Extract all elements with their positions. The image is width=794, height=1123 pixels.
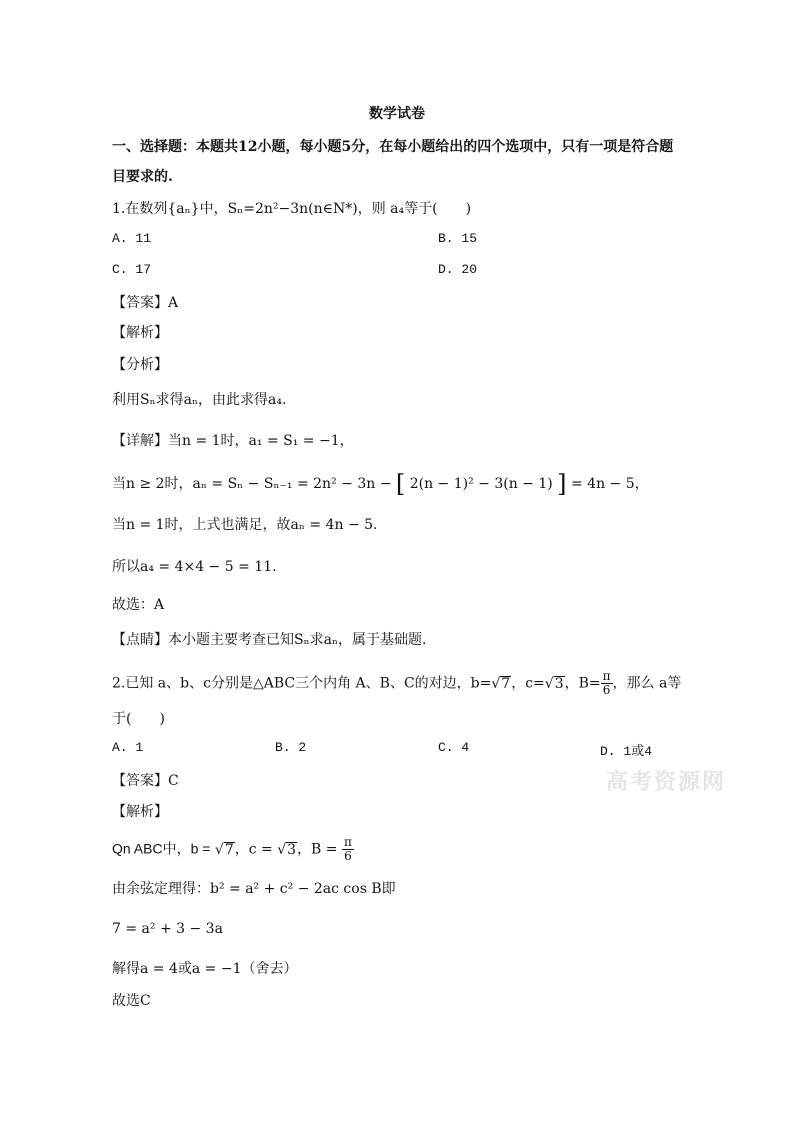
q2-answer: 【答案】C (112, 773, 179, 789)
q2-solution-line3: 7 = a² + 3 − 3a (112, 921, 223, 937)
right-bracket: ] (557, 470, 567, 498)
q1-choice: 故选：A (112, 597, 165, 613)
fraction-denominator: 6 (602, 683, 611, 697)
q2-sol1-part1: Qn ABC中，b = (112, 840, 211, 857)
sqrt-7-radicand: 7 (501, 675, 511, 692)
sol-sqrt-3-radicand: 3 (287, 841, 297, 858)
page-title: 数学试卷 (369, 106, 425, 122)
q2-solution-line2: 由余弦定理得：b² = a² + c² − 2ac cos B即 (112, 881, 396, 897)
q1-detail-line4: 所以a₄ = 4×4 − 5 = 11. (112, 559, 277, 575)
q2-analysis-heading: 【解析】 (112, 804, 168, 820)
q1-option-d: D. 20 (438, 262, 478, 277)
q2-solution-line5: 故选C (112, 993, 151, 1009)
q1-option-a: A. 11 (112, 231, 152, 246)
sqrt-7: √7 (491, 675, 511, 692)
q2-solution-line1 (112, 836, 354, 863)
q2-option-c: C. 4 (438, 740, 470, 755)
fraction-pi-over-6 (601, 670, 613, 697)
q2-option-a: A. 1 (112, 740, 144, 755)
sqrt-3: √3 (544, 675, 564, 692)
question-2-stem (112, 670, 681, 697)
section-heading-line2: 目要求的. (112, 169, 173, 185)
q1-option-c: C. 17 (112, 262, 152, 277)
q2-sol1-part2: ，c = (234, 841, 273, 858)
section-heading-line1: 一、选择题：本题共12小题，每小题5分，在每小题给出的四个选项中，只有一项是符合题 (112, 139, 674, 155)
fraction-numerator: π (602, 669, 611, 683)
sol-sqrt-7-radicand: 7 (224, 841, 234, 858)
q1-fenxi-text: 利用Sₙ求得aₙ，由此求得a₄. (112, 392, 287, 408)
q1-detail-line2-left: 当n ≥ 2时，aₙ = Sₙ − Sₙ₋₁ = 2n² − 3n − (112, 476, 392, 492)
sol-sqrt-7: √7 (214, 841, 234, 858)
sol-fraction-pi-over-6 (342, 836, 354, 863)
q1-option-b: B. 15 (438, 231, 478, 246)
q1-detail-line2 (112, 470, 649, 498)
q2-solution-line4: 解得a = 4或a = −1（舍去） (112, 961, 298, 977)
q1-fenxi-heading: 【分析】 (112, 357, 168, 373)
q1-detail-line2-right: = 4n − 5， (571, 476, 649, 492)
q1-detail-line3: 当n = 1时，上式也满足，故aₙ = 4n − 5. (112, 517, 378, 533)
q1-detail-line2-inner: 2(n − 1)² − 3(n − 1) (409, 476, 553, 492)
q2-option-b: B. 2 (275, 740, 307, 755)
q2-option-d: D. 1或4 (600, 744, 653, 759)
sol-sqrt-3: √3 (277, 841, 297, 858)
question-2-stem-line2: 于( ) (112, 711, 165, 727)
q2-stem-part2: ，c= (511, 675, 545, 692)
q1-detail-line1: 【详解】当n = 1时，a₁ = S₁ = −1， (112, 433, 354, 449)
q2-sol1-part3: ，B = (297, 841, 338, 858)
q2-stem-part4: ，那么 a等 (612, 675, 682, 692)
q2-stem-part3: ，B= (564, 675, 601, 692)
sol-fraction-numerator: π (343, 835, 352, 849)
left-bracket: [ (395, 470, 406, 498)
sol-fraction-denominator: 6 (344, 849, 352, 863)
q1-comment: 【点睛】本小题主要考查已知Sₙ求aₙ，属于基础题. (112, 632, 427, 648)
question-1-stem: 1.在数列{aₙ}中，Sₙ=2n²−3n(n∈N*)，则 a₄等于( ) (112, 201, 472, 217)
q1-answer: 【答案】A (112, 295, 179, 311)
sqrt-3-radicand: 3 (554, 675, 564, 692)
q2-stem-part1: 2.已知 a、b、c分别是△ABC三个内角 A、B、C的对边，b= (112, 675, 492, 692)
q1-analysis-heading: 【解析】 (112, 325, 168, 341)
watermark-logo: 高考资源网 (606, 769, 727, 795)
